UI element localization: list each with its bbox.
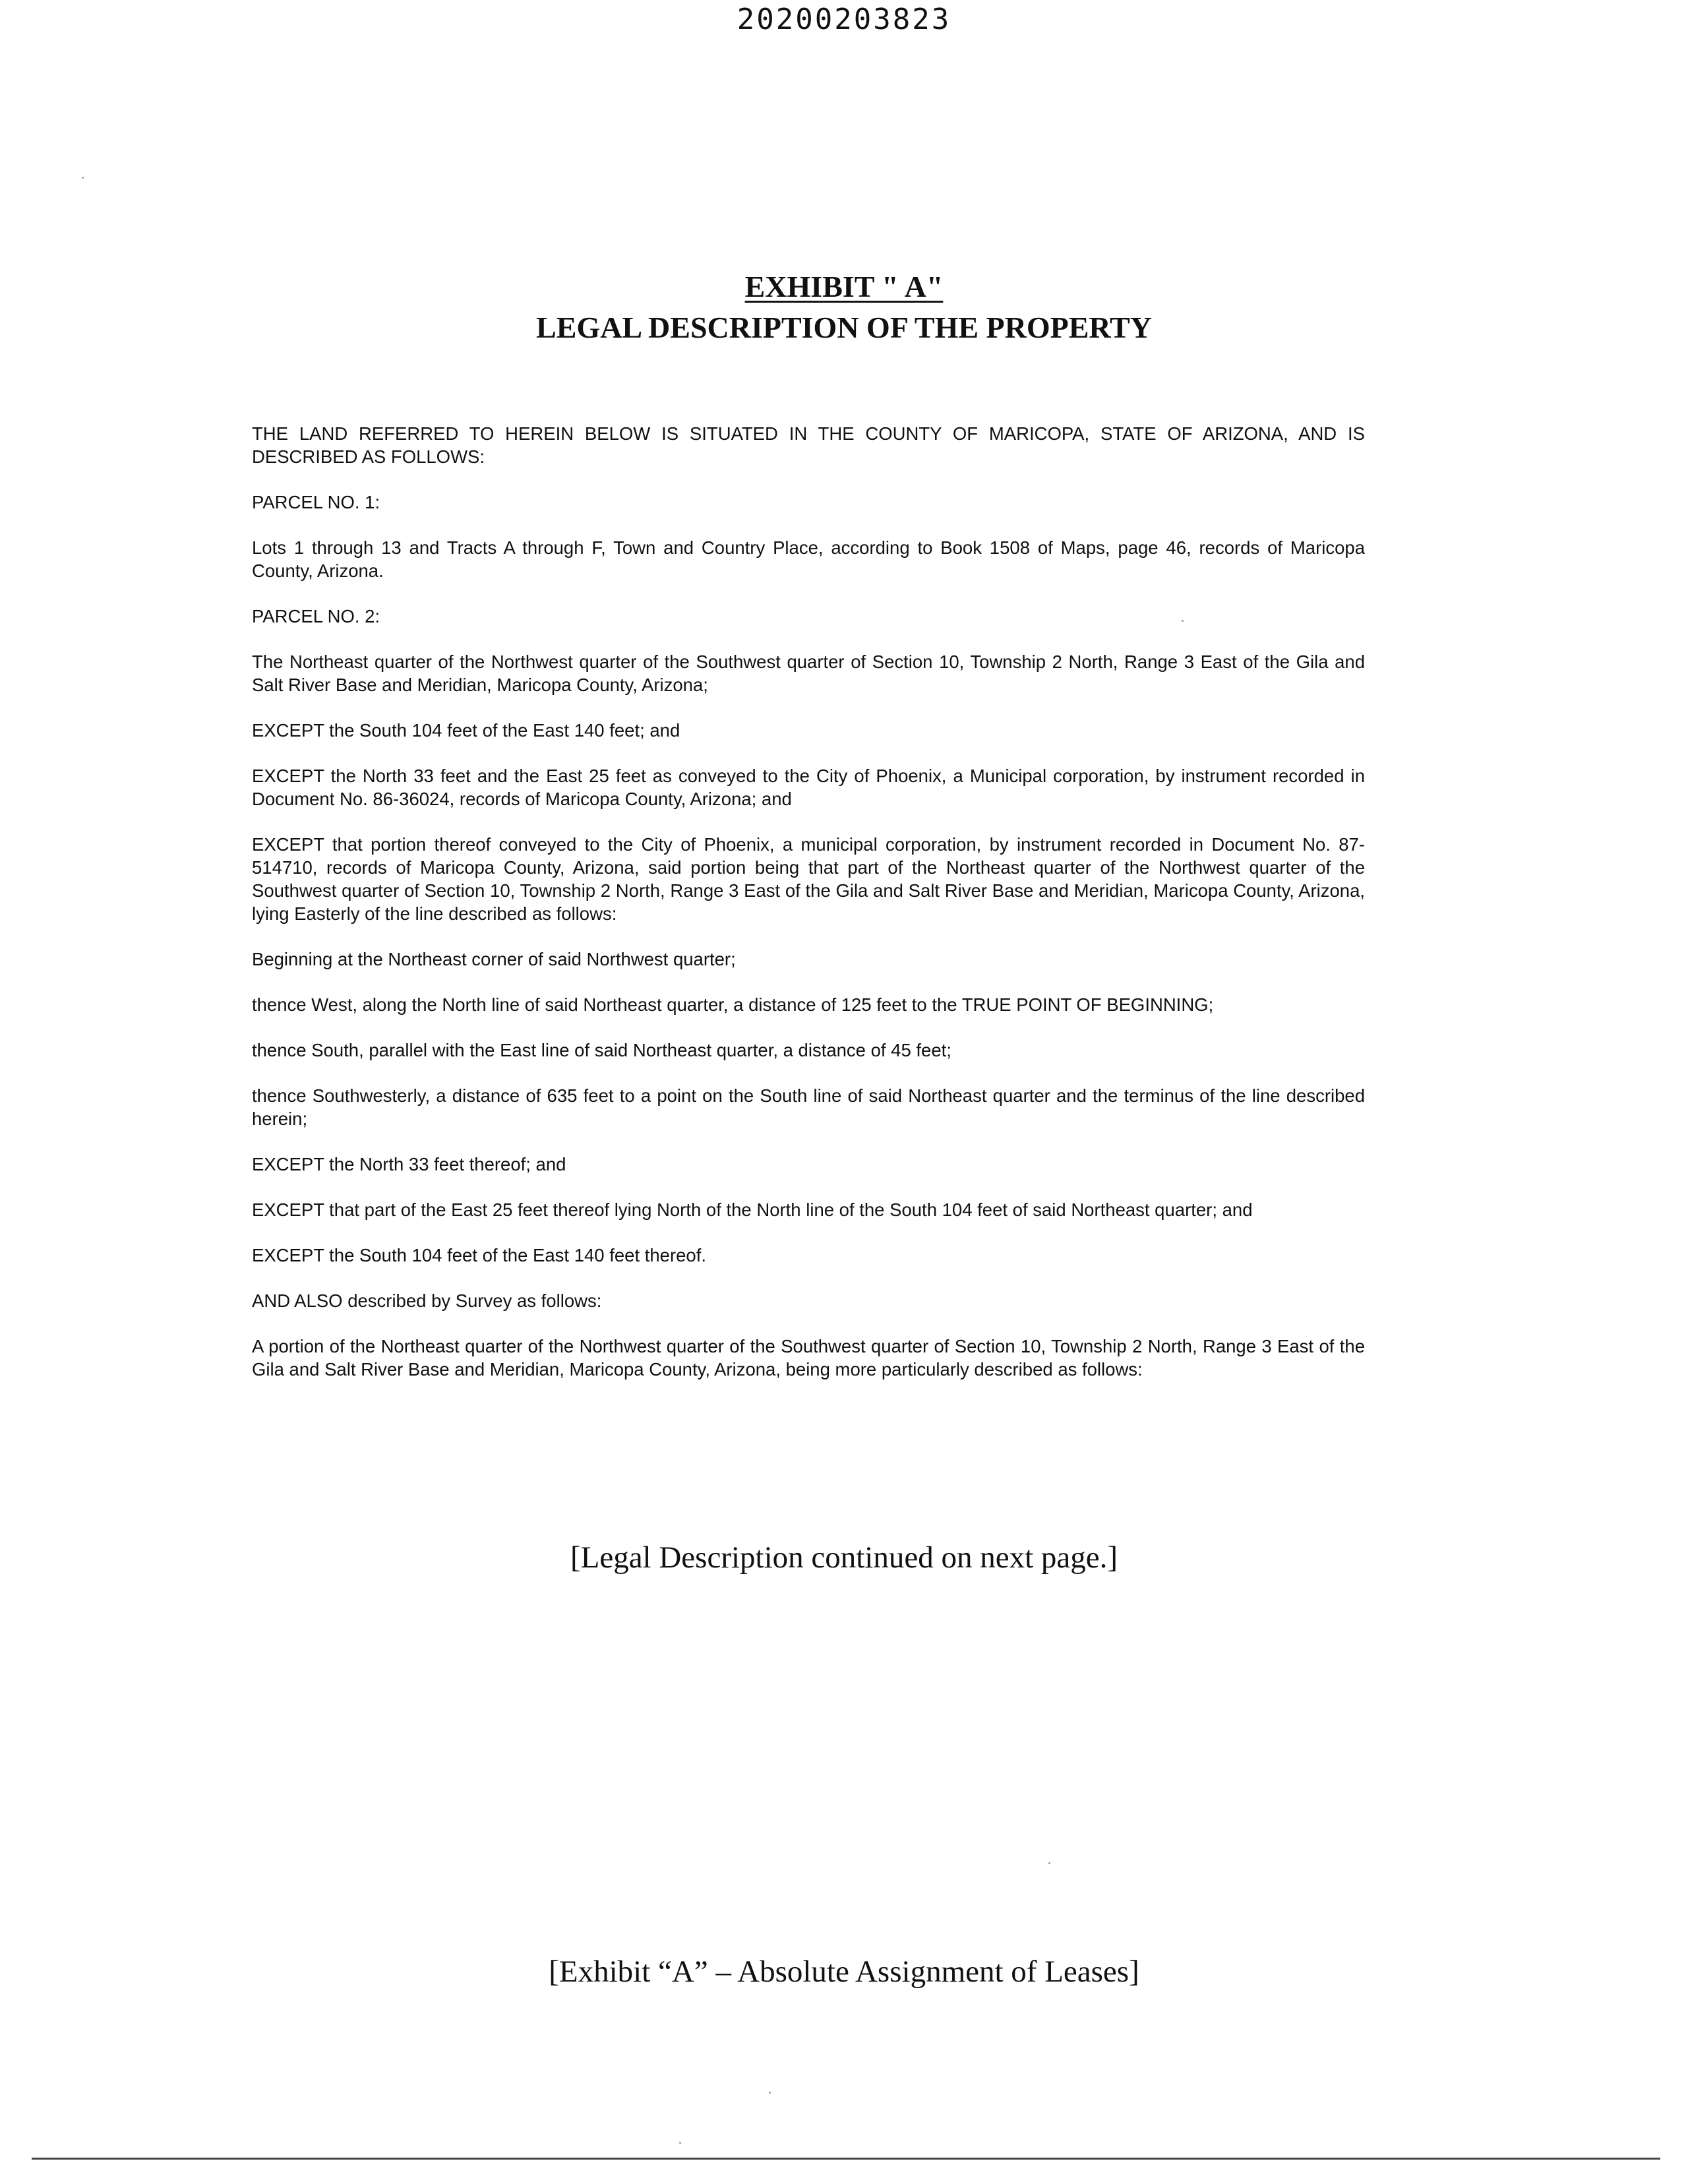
exhibit-subtitle: LEGAL DESCRIPTION OF THE PROPERTY xyxy=(536,311,1152,344)
legal-description-body xyxy=(252,422,1365,1403)
intro-paragraph: THE LAND REFERRED TO HEREIN BELOW IS SITUATED IN THE COUNTY OF MARICOPA, STATE OF ARIZONA, AND IS DESCRIBED AS FOLLOWS: xyxy=(252,423,1365,467)
line-description-paragraph: Beginning at the Northeast corner of said Northwest quarter; xyxy=(252,949,736,969)
scan-speck xyxy=(1182,620,1184,622)
exception-paragraph: EXCEPT that portion thereof conveyed to the City of Phoenix, a municipal corporation, by instrument recorded in Document No. 87-514710, records of Maricopa County, Arizona, said portion being that part of the Northeast quarter of the Northwest quarter of the Southwest quarter of Section 10, Township 2 North, Range 3 East of the Gila and Salt River Base and Meridian, Maricopa County, Arizona, lying Easterly of the line described as follows: xyxy=(252,834,1365,924)
exception-paragraph: EXCEPT the North 33 feet and the East 25 feet as conveyed to the City of Phoenix, a Municipal corporation, by instrument recorded in Document No. 86-36024, records of Maricopa County, Arizona; and xyxy=(252,766,1365,809)
exception-paragraph: EXCEPT that part of the East 25 feet thereof lying North of the North line of the South 104 feet of said Northeast quarter; and xyxy=(252,1199,1253,1220)
parcel-1-description: Lots 1 through 13 and Tracts A through F, Town and Country Place, according to Book 1508 of Maps, page 46, records of Maricopa County, Arizona. xyxy=(252,537,1365,581)
scan-speck xyxy=(1048,1862,1050,1864)
continued-note: [Legal Description continued on next page.] xyxy=(570,1540,1118,1575)
line-description-paragraph: thence South, parallel with the East line of said Northeast quarter, a distance of 45 feet; xyxy=(252,1040,951,1060)
line-description-paragraph: thence Southwesterly, a distance of 635 feet to a point on the South line of said Northeast quarter and the terminus of the line described herein; xyxy=(252,1085,1365,1129)
exception-paragraph: EXCEPT the South 104 feet of the East 140 feet thereof. xyxy=(252,1245,706,1265)
footer-caption: [Exhibit “A” – Absolute Assignment of Leases] xyxy=(549,1955,1139,1989)
exhibit-heading xyxy=(0,266,1688,348)
recording-number: 20200203823 xyxy=(737,3,951,36)
parcel-2-heading: PARCEL NO. 2: xyxy=(252,606,380,626)
exception-paragraph: EXCEPT the North 33 feet thereof; and xyxy=(252,1154,566,1174)
scan-speck xyxy=(769,2092,771,2094)
scan-speck xyxy=(82,177,84,179)
bottom-rule xyxy=(32,2158,1660,2160)
survey-description: A portion of the Northeast quarter of the Northwest quarter of the Southwest quarter of Section 10, Township 2 North, Range 3 East of the Gila and Salt River Base and Meridian, Maricopa County, Arizona, being more particularly described as follows: xyxy=(252,1336,1365,1380)
parcel-2-description: The Northeast quarter of the Northwest quarter of the Southwest quarter of Section 10, Township 2 North, Range 3 East of the Gila and Salt River Base and Meridian, Maricopa County, Arizona; xyxy=(252,652,1365,695)
survey-heading: AND ALSO described by Survey as follows: xyxy=(252,1290,602,1311)
exhibit-title: EXHIBIT " A" xyxy=(744,270,944,303)
scan-speck xyxy=(679,2142,681,2144)
exception-paragraph: EXCEPT the South 104 feet of the East 140 feet; and xyxy=(252,720,680,741)
line-description-paragraph: thence West, along the North line of said Northeast quarter, a distance of 125 feet to the TRUE POINT OF BEGINNING; xyxy=(252,994,1214,1015)
parcel-1-heading: PARCEL NO. 1: xyxy=(252,492,380,512)
